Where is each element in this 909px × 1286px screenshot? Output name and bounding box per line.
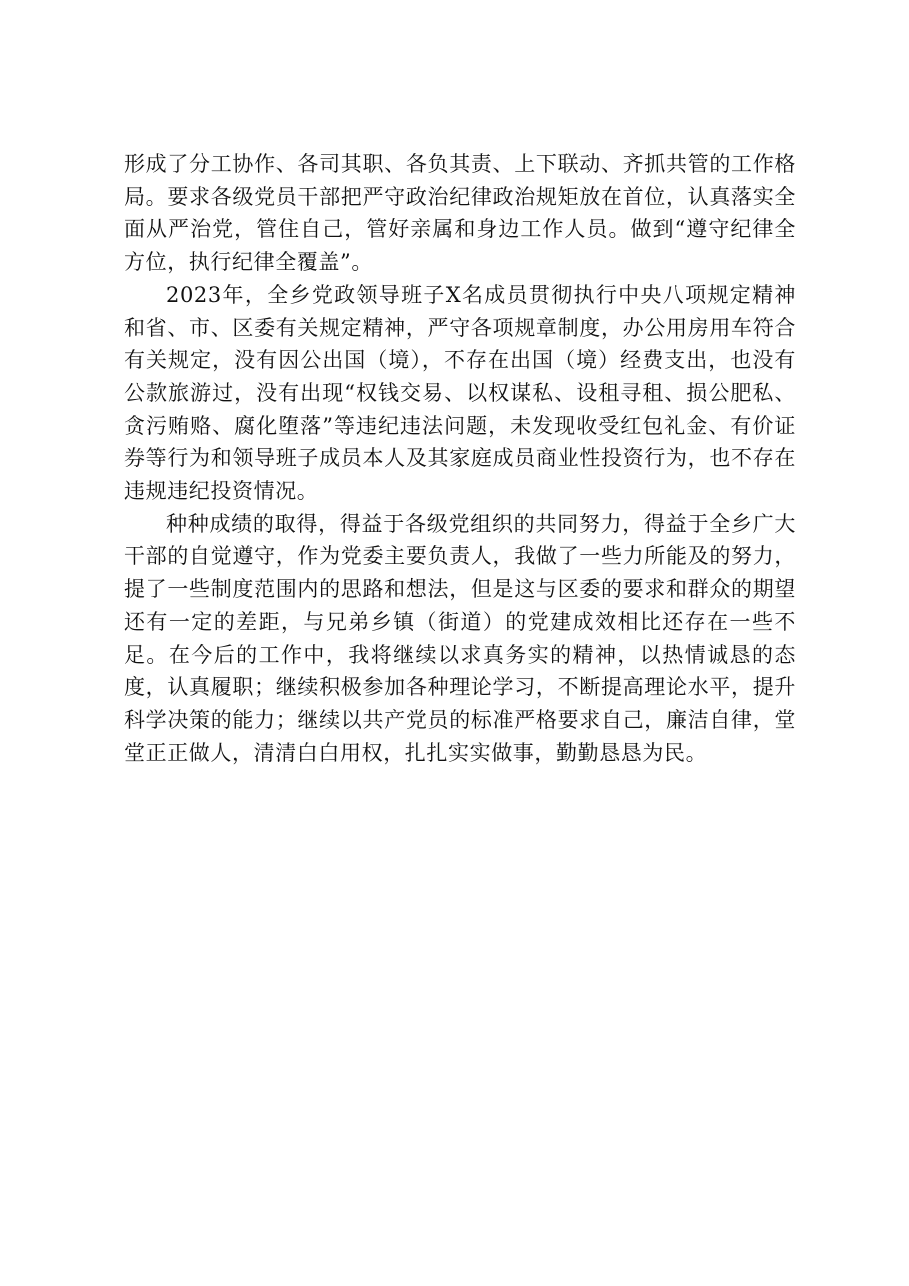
paragraph-continuation: 形成了分工协作、各司其职、各负其责、上下联动、齐抓共管的工作格局。要求各级党员干部把严守政治纪律政治规矩放在首位，认真落实全面从严治党，管住自己，管好亲属和身边工作人员。做到“遵守纪律全方位，执行纪律全覆盖”。 [124, 152, 796, 275]
paragraph-summary: 种种成绩的取得，得益于各级党组织的共同努力，得益于全乡广大干部的自觉遵守，作为党委主要负责人，我做了一些力所能及的努力，提了一些制度范围内的思路和想法，但是这与区委的要求和群众的期望还有一定的差距，与兄弟乡镇（街道）的党建成效相比还存在一些不足。在今后的工作中，我将继续以求真务实的精神，以热情诚恳的态度，认真履职；继续积极参加各种理论学习，不断提高理论水平，提升科学决策的能力；继续以共产党员的标准严格要求自己，廉洁自律，堂堂正正做人，清清白白用权，扎扎实实做事，勤勤恳恳为民。 [124, 511, 796, 765]
paragraph-leadership-conduct: 2023年，全乡党政领导班子X名成员贯彻执行中央八项规定精神和省、市、区委有关规定精神，严守各项规章制度，办公用房用车符合有关规定，没有因公出国（境），不存在出国（境）经费支出，也没有公款旅游过，没有出现“权钱交易、以权谋私、设租寻租、损公肥私、贪污贿赂、腐化堕落”等违纪违法问题，未发现收受红包礼金、有价证券等行为和领导班子成员本人及其家庭成员商业性投资行为，也不存在违规违纪投资情况。 [124, 282, 796, 504]
document-body [124, 148, 796, 769]
